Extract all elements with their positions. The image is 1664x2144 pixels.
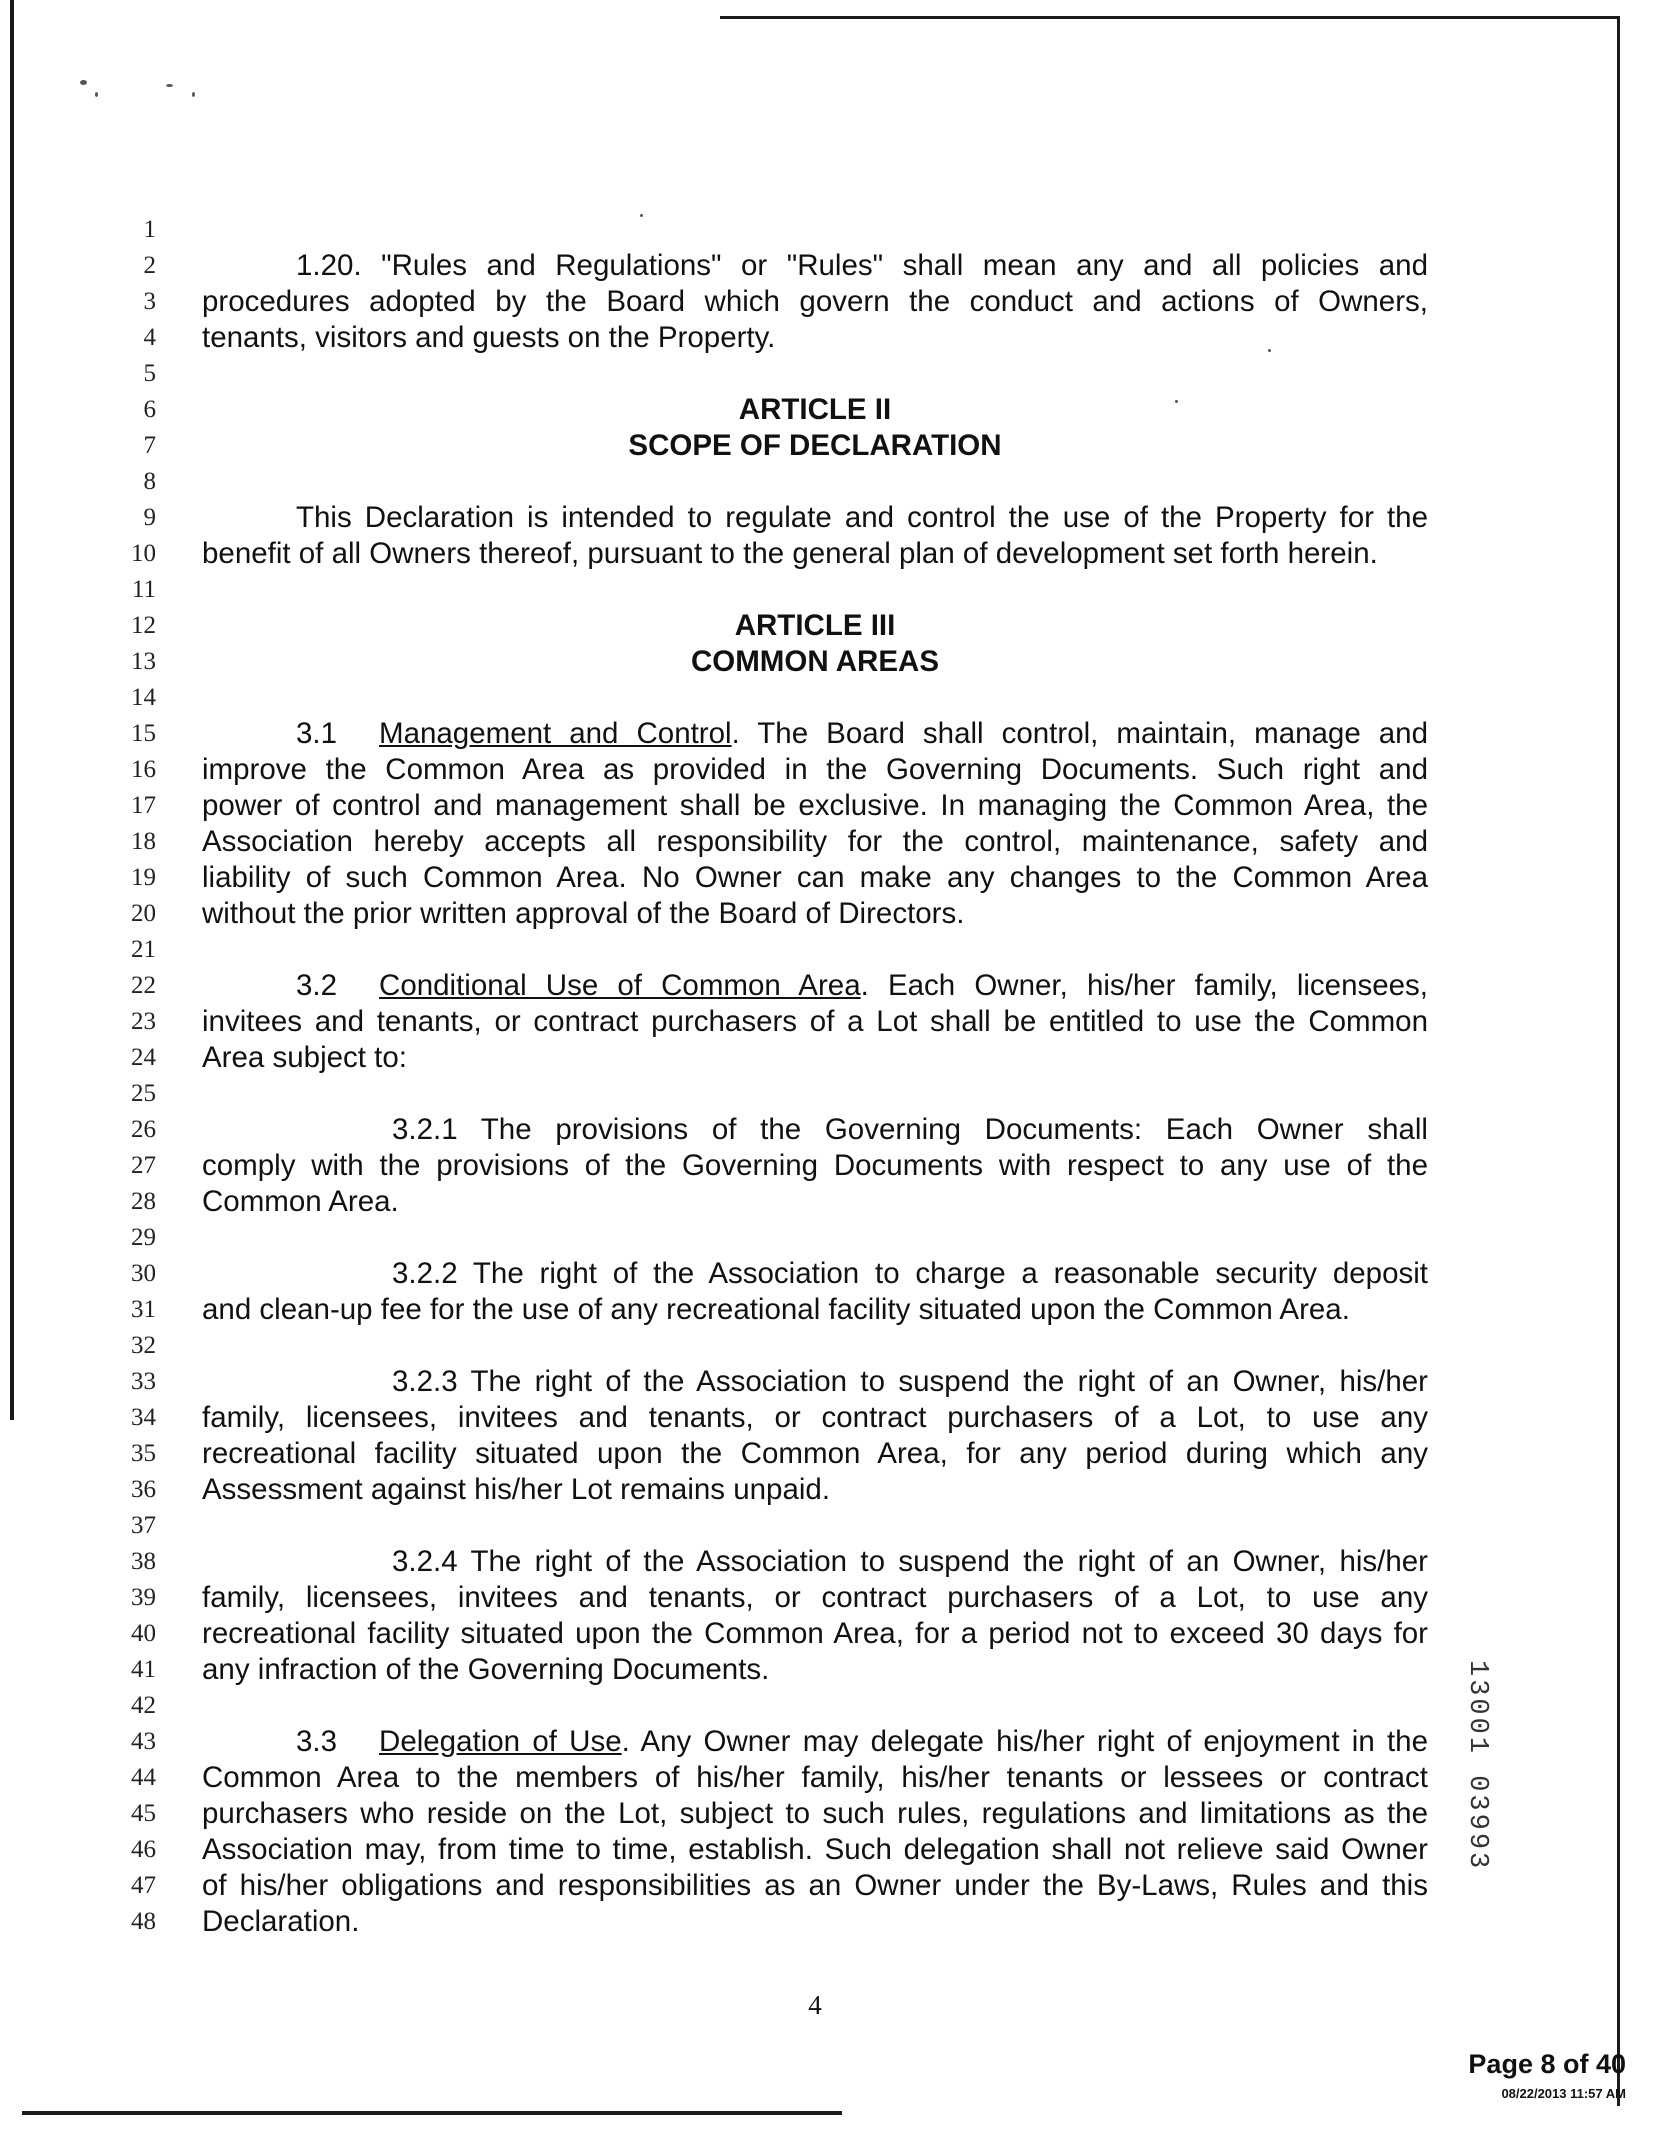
line-number: 25 <box>131 1080 156 1107</box>
line-number: 44 <box>131 1764 156 1791</box>
paragraph-line: family, licensees, invitees and tenants, or contract purchasers of a Lot, to use any <box>202 1401 1428 1434</box>
paragraph-line: liability of such Common Area. No Owner can make any changes to the Common Area <box>202 861 1428 894</box>
paragraph-line: family, licensees, invitees and tenants, or contract purchasers of a Lot, to use any <box>202 1581 1428 1614</box>
section-number: 3.2 <box>296 969 338 1002</box>
paragraph-line: Common Area to the members of his/her family, his/her tenants or lessees or contract <box>202 1761 1428 1794</box>
scan-speck <box>192 92 195 97</box>
article-title: SCOPE OF DECLARATION <box>628 429 1002 462</box>
paragraph-line: power of control and management shall be exclusive. In managing the Common Area, the <box>202 789 1428 822</box>
paragraph-line: procedures adopted by the Board which govern the conduct and actions of Owners, <box>202 285 1428 318</box>
line-number: 29 <box>131 1224 156 1251</box>
paragraph-line: 3.2.4 The right of the Association to suspend the right of an Owner, his/her <box>392 1545 1428 1578</box>
line-number: 24 <box>131 1044 156 1071</box>
line-number: 16 <box>131 756 156 783</box>
line-number: 32 <box>131 1332 156 1359</box>
paragraph-line: Assessment against his/her Lot remains unpaid. <box>202 1473 831 1506</box>
paragraph-line: comply with the provisions of the Governing Documents with respect to any use of the <box>202 1149 1428 1182</box>
section-first-line <box>296 968 1428 1004</box>
line-number: 26 <box>131 1116 156 1143</box>
timestamp-stamp: 08/22/2013 11:57 AM <box>1501 2086 1626 2101</box>
line-number: 10 <box>131 540 156 567</box>
paragraph-line: Common Area. <box>202 1185 399 1218</box>
section-title: Management and Control <box>379 717 732 750</box>
line-number: 19 <box>131 864 156 891</box>
section-title: Conditional Use of Common Area <box>379 969 861 1002</box>
line-number: 5 <box>143 360 156 387</box>
paragraph-line: any infraction of the Governing Documents. <box>202 1653 770 1686</box>
line-number: 21 <box>131 936 156 963</box>
line-number: 8 <box>143 468 156 495</box>
line-number: 4 <box>143 324 156 351</box>
paragraph-line: Association hereby accepts all responsibility for the control, maintenance, safety and <box>202 825 1428 858</box>
page-number: 4 <box>808 1990 822 2020</box>
line-number: 33 <box>131 1368 156 1395</box>
section-first-line <box>296 1724 1428 1760</box>
paragraph-line: tenants, visitors and guests on the Property. <box>202 321 776 354</box>
line-number: 37 <box>131 1512 156 1539</box>
paragraph-line: 3.2.3 The right of the Association to suspend the right of an Owner, his/her <box>392 1365 1428 1398</box>
top-border-line <box>720 16 1620 19</box>
paragraph-line: Declaration. <box>202 1905 360 1938</box>
line-number: 3 <box>143 288 156 315</box>
line-number: 18 <box>131 828 156 855</box>
paragraph-line: benefit of all Owners thereof, pursuant to the general plan of development set forth herein. <box>202 537 1378 570</box>
section-title: Delegation of Use <box>379 1725 622 1758</box>
line-number: 22 <box>131 972 156 999</box>
line-number: 38 <box>131 1548 156 1575</box>
section-text: . The Board shall control, maintain, manage and <box>731 717 1428 750</box>
article-heading: ARTICLE III <box>734 609 896 642</box>
line-number: 36 <box>131 1476 156 1503</box>
paragraph-line: of his/her obligations and responsibilities as an Owner under the By-Laws, Rules and this <box>202 1869 1428 1902</box>
line-number: 34 <box>131 1404 156 1431</box>
line-number: 40 <box>131 1620 156 1647</box>
scan-speck <box>640 214 643 217</box>
line-number: 23 <box>131 1008 156 1035</box>
line-number: 30 <box>131 1260 156 1287</box>
bottom-border-line <box>22 2111 842 2115</box>
scan-speck <box>80 80 87 85</box>
line-number: 14 <box>131 684 156 711</box>
line-number: 7 <box>143 432 156 459</box>
paragraph-line: This Declaration is intended to regulate and control the use of the Property for the <box>296 501 1428 534</box>
paragraph-line: Area subject to: <box>202 1041 407 1074</box>
section-number: 3.3 <box>296 1725 338 1758</box>
line-number: 41 <box>131 1656 156 1683</box>
line-number: 48 <box>131 1908 156 1935</box>
paragraph-line: 3.2.2 The right of the Association to charge a reasonable security deposit <box>392 1257 1428 1290</box>
line-number: 47 <box>131 1872 156 1899</box>
line-number: 43 <box>131 1728 156 1755</box>
paragraph-line: and clean-up fee for the use of any recreational facility situated upon the Common Area. <box>202 1293 1350 1326</box>
paragraph-line: invitees and tenants, or contract purchasers of a Lot shall be entitled to use the Common <box>202 1005 1428 1038</box>
paragraph-line: 1.20. "Rules and Regulations" or "Rules" shall mean any and all policies and <box>296 249 1428 282</box>
scan-speck <box>166 84 173 87</box>
article-heading: ARTICLE II <box>738 393 892 426</box>
line-number: 46 <box>131 1836 156 1863</box>
paragraph-line: 3.2.1 The provisions of the Governing Documents: Each Owner shall <box>392 1113 1428 1146</box>
side-reference-number: 13001 03993 <box>1462 1660 1492 1872</box>
line-number: 35 <box>131 1440 156 1467</box>
line-number: 39 <box>131 1584 156 1611</box>
article-title: COMMON AREAS <box>690 645 939 678</box>
section-text: . Any Owner may delegate his/her right of enjoyment in the <box>621 1725 1428 1758</box>
line-number: 13 <box>131 648 156 675</box>
line-number: 28 <box>131 1188 156 1215</box>
line-number: 12 <box>131 612 156 639</box>
line-number: 20 <box>131 900 156 927</box>
line-number: 9 <box>143 504 156 531</box>
section-text: . Each Owner, his/her family, licensees, <box>860 969 1428 1002</box>
line-number: 2 <box>143 252 156 279</box>
paragraph-line: purchasers who reside on the Lot, subject to such rules, regulations and limitations as the <box>202 1797 1428 1830</box>
page-count-stamp: Page 8 of 40 <box>1468 2049 1626 2079</box>
scan-speck <box>95 92 98 97</box>
paragraph-line: recreational facility situated upon the Common Area, for a period not to exceed 30 days for <box>202 1617 1428 1650</box>
line-number: 1 <box>143 216 156 243</box>
line-number: 6 <box>143 396 156 423</box>
section-first-line <box>296 716 1428 752</box>
line-number: 45 <box>131 1800 156 1827</box>
line-number: 11 <box>131 576 156 603</box>
paragraph-line: improve the Common Area as provided in the Governing Documents. Such right and <box>202 753 1428 786</box>
left-border-line <box>10 0 14 1420</box>
line-number: 31 <box>131 1296 156 1323</box>
paragraph-line: without the prior written approval of the Board of Directors. <box>202 897 965 930</box>
line-number: 15 <box>131 720 156 747</box>
paragraph-line: Association may, from time to time, establish. Such delegation shall not relieve said Owner <box>202 1833 1428 1866</box>
line-number: 42 <box>131 1692 156 1719</box>
line-number: 27 <box>131 1152 156 1179</box>
paragraph-line: recreational facility situated upon the Common Area, for any period during which any <box>202 1437 1428 1470</box>
section-number: 3.1 <box>296 717 338 750</box>
right-border-line <box>1617 16 1620 2106</box>
line-number: 17 <box>131 792 156 819</box>
